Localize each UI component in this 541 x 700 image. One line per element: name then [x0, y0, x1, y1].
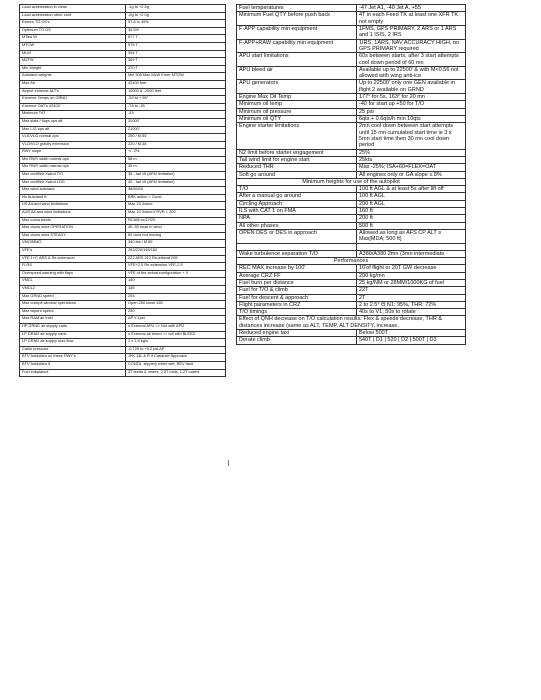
limit-label: Engine Max Oil Temp [237, 94, 357, 101]
limit-label: VMCL [20, 278, 126, 286]
limit-value: 160 ft [357, 208, 466, 215]
limit-label: REC MAX increase by 100' [237, 265, 357, 272]
limit-value: Max 15 Xwind [126, 202, 226, 210]
table-row [237, 193, 466, 200]
limit-label: Fuel burn per distance [237, 279, 357, 286]
limit-label: Airport extreme ALT's [20, 88, 126, 96]
limit-label: T/O [237, 186, 357, 193]
table-row [20, 187, 226, 195]
limit-value: -0.725 to +9.2 psi ΔP [126, 346, 226, 354]
table-row [237, 316, 466, 330]
table-row [237, 94, 466, 101]
limit-value: JFK 13L & R if Canarsie Approach [126, 354, 226, 362]
table-row [237, 149, 466, 156]
table-row [20, 316, 226, 324]
table-row [20, 73, 226, 81]
section-header: Minimum heights for use of the autopilot [237, 178, 466, 185]
limit-label: Reduced THR [237, 164, 357, 171]
table-row [20, 354, 226, 362]
limit-value: 38/30/10 [126, 187, 226, 195]
limit-label: APU bleed air [237, 66, 357, 80]
limit-value: 200 ft [357, 215, 466, 222]
limit-label: Max slats / flaps ops alt [20, 118, 126, 126]
table-row [20, 308, 226, 316]
limit-value: 58 m [126, 156, 226, 164]
limit-label: Engine starter limitations [237, 123, 357, 149]
limit-label: Fuel temperatures [237, 5, 357, 12]
limit-label: Extreme OAT's 43100' [20, 103, 126, 111]
limit-value: -40 for start up +50 for T/O [357, 101, 466, 108]
limit-label: Circling Approach [237, 200, 357, 207]
limit-label: After a manual go around [237, 193, 357, 200]
limit-value: 39.5% [126, 27, 226, 35]
limit-label: Min RWY width narrow ops [20, 164, 126, 172]
limit-label: MZFW [20, 58, 126, 66]
limit-label: Minimum TAT [20, 111, 126, 119]
limitations-table-right [236, 4, 466, 345]
limit-value: 250 [126, 308, 226, 316]
table-row [237, 250, 466, 257]
table-row [237, 337, 466, 344]
table-row [237, 265, 466, 272]
limit-label: OPEN DES or DES in approach [237, 230, 357, 244]
limit-value: 340 kts / M.89 [126, 240, 226, 248]
table-row [237, 39, 466, 53]
limit-label: T/O timings [237, 309, 357, 316]
table-row [237, 294, 466, 301]
limit-value: 4T in each Feed TK at least one XFR TK not empty [357, 12, 466, 26]
limit-label: VFE's [20, 248, 126, 256]
limit-value: 20000' [126, 118, 226, 126]
table-row [237, 171, 466, 178]
limit-value: VFE of the actual configuration + 4 [126, 270, 226, 278]
limit-value: 140 [126, 278, 226, 286]
limit-value: Max 10 Xwind if RVR < 200 [126, 210, 226, 218]
table-row [237, 215, 466, 222]
table-row [20, 96, 226, 104]
table-row [20, 172, 226, 180]
limit-value: CONTA, slippery when wet, REV fault [126, 361, 226, 369]
separator-mark [228, 460, 229, 466]
table-row [20, 80, 226, 88]
limit-label: Cabin pressure [20, 346, 126, 354]
limit-value: 270 T [126, 65, 226, 73]
table-row [237, 330, 466, 337]
table-row [20, 346, 226, 354]
table-row [20, 225, 226, 233]
table-row [20, 240, 226, 248]
limit-value: ≤ External air bleed => not with BLEED [126, 331, 226, 339]
table-row [237, 208, 466, 215]
limit-value: 60s between starts, after 3 start attempts cool down period of 60 mn [357, 53, 466, 67]
limit-value [357, 243, 466, 250]
limit-value: 200 ft AGL [357, 200, 466, 207]
table-row [237, 25, 466, 39]
limit-label: MTOW [20, 42, 126, 50]
limit-label: Minimum oil temp [237, 101, 357, 108]
limit-value: 145 [126, 285, 226, 293]
table-row [237, 279, 466, 286]
limit-value: ≤ External APU => Not with APU [126, 323, 226, 331]
table-row [20, 126, 226, 134]
limit-label: LP GRND air supply carts [20, 331, 126, 339]
limit-label: No Autoland if: [20, 194, 126, 202]
limit-value: A380/A380 2mn (3mn intermediate [357, 250, 466, 257]
table-row [20, 50, 226, 58]
limit-value: -53 [126, 111, 226, 119]
limit-label: VMO/MMO [20, 240, 126, 248]
limit-value: 40 - tail 10 (AFM limitation) [126, 179, 226, 187]
table-row [20, 293, 226, 301]
limit-label: Minimum oil QTY [237, 116, 357, 123]
table-row [20, 42, 226, 50]
limit-label: Max doors wind OPERATION [20, 225, 126, 233]
limit-value: Up to 22500' only one GEN available in flight 2 available on GRND [357, 80, 466, 94]
limit-label: Min RWY width normal ops [20, 156, 126, 164]
limit-value: 100 ft AGL [357, 193, 466, 200]
limit-value: 3T feeds & inners, 2.5T mids, 1.2T outers [126, 369, 226, 377]
limit-label: VMCL2 [20, 285, 126, 293]
table-row [237, 230, 466, 244]
limit-label: All other phases [237, 222, 357, 229]
limit-label [237, 243, 357, 250]
limit-value: 10'of flight or 20T GW decrease [357, 265, 466, 272]
limit-label: Tail wind limit for engine start [237, 156, 357, 163]
limit-value: 25 psi [357, 108, 466, 115]
limit-label: Minimum Fuel QTY before push back [237, 12, 357, 26]
limit-value: Allowed as long as AFS CP ALT ≥ Max[MDA; 500 ft] [357, 230, 466, 244]
table-row [237, 116, 466, 123]
limit-label: Max RAM air inlet [20, 316, 126, 324]
table-row [20, 270, 226, 278]
limit-value: 43100 feet [126, 80, 226, 88]
limit-label: BTV forbidden if [20, 361, 126, 369]
table-row [237, 80, 466, 94]
limit-value: 1IRS, 1ARS, NAV ACCURACY HIGH, no GPS PRIMARY required [357, 39, 466, 53]
limit-value: 25 kg/NM or 28MM/1000KG of fuel [357, 279, 466, 286]
table-row [20, 331, 226, 339]
limit-value: BRK action < Good [126, 194, 226, 202]
limit-value: 2 to 2.5° Θ N1: 95%, THR: 72% [357, 301, 466, 308]
table-row [20, 149, 226, 157]
table-row [20, 285, 226, 293]
table-row [237, 5, 466, 12]
table-row [237, 222, 466, 229]
limit-label: US A/Land wind limitations [20, 202, 126, 210]
limit-label: Optimum TO OS [20, 27, 126, 35]
table-row [20, 12, 226, 20]
limit-value: VFE+2.5 Re-extension VFE-2.5 [126, 263, 226, 271]
limit-label: BTV forbidden on these RWY's [20, 354, 126, 362]
table-row [237, 101, 466, 108]
table-row [20, 255, 226, 263]
limit-value: Min 305 Max MLW Emer MTOW [126, 73, 226, 81]
limit-value: 100 ft AGL & at least 5s after lift off [357, 186, 466, 193]
table-row [20, 65, 226, 73]
limit-value: +/- 2% [126, 149, 226, 157]
table-row [20, 156, 226, 164]
limit-value: 1FMS, GPS PRIMARY, 2 ARS or 1 ARS and 1 ISIS, 2 IRS [357, 25, 466, 39]
limit-label: Fuel for T/O & climb [237, 287, 357, 294]
limit-value: Available up to 22500' & with M<0.56 not allowed with wing anti-ice [357, 66, 466, 80]
table-row [237, 12, 466, 26]
table-row [237, 156, 466, 163]
limit-value: 540T | D1 | 520 | D2 | 500T | D3 [357, 337, 466, 344]
table-row [20, 5, 226, 13]
limit-label: RWY slope [20, 149, 126, 157]
limit-label: LP GRND air supply max flow [20, 339, 126, 347]
table-row [20, 248, 226, 256]
table-row [237, 257, 466, 264]
table-row [237, 287, 466, 294]
limit-value: 6qts + 0.6qts/h min 10qts [357, 116, 466, 123]
table-row [237, 108, 466, 115]
limit-value: 369 T [126, 58, 226, 66]
limit-label: VFE 1+F, ARS & Re-extension [20, 255, 126, 263]
limit-value: All engines only or GA slope ≤ 8% [357, 171, 466, 178]
limit-value: 2mn cool down between start attempts until 15 mn cumulated start time ie 3 x 5mn start time then 30 mn cool down period [357, 123, 466, 149]
limit-value: 2 x 1.6 kg/s [126, 339, 226, 347]
table-row [237, 53, 466, 67]
limit-label: Min Weight [20, 65, 126, 73]
table-row [20, 103, 226, 111]
limit-value: 60 door not moving [126, 232, 226, 240]
table-row [20, 301, 226, 309]
limit-label: Max Alt [20, 80, 126, 88]
limit-value: -1g to +2.5g [126, 5, 226, 13]
table-row [237, 186, 466, 193]
limit-value: 57.8 to 49% [126, 20, 226, 28]
limit-value: 40, 50 nose in wind [126, 225, 226, 233]
limit-label: Max certified Xwind LDG [20, 179, 126, 187]
limit-label: Extexn TO OS's [20, 20, 126, 28]
limit-label: Flight parameters in CRZ [237, 301, 357, 308]
table-row [20, 141, 226, 149]
limit-value: 35 - tail 15 (AFM limitation) [126, 172, 226, 180]
table-row [20, 361, 226, 369]
limitations-table-left [19, 4, 226, 377]
table-row [20, 118, 226, 126]
limit-label: Max wind autoland [20, 187, 126, 195]
limit-label: Max cockpit window operations [20, 301, 126, 309]
table-row [237, 301, 466, 308]
limit-label: APU generators [237, 80, 357, 94]
limit-value: -47 Jet A1, -40 Jet A, +55 [357, 5, 466, 12]
limit-value: ΔP ≤ 1psi [126, 316, 226, 324]
limit-value: Below 500T [357, 330, 466, 337]
table-row [20, 263, 226, 271]
limit-value: 575 T [126, 42, 226, 50]
limit-label: APU start limitations [237, 53, 357, 67]
limit-label: MLW [20, 50, 126, 58]
limit-value: -78 to -35 [126, 103, 226, 111]
limit-label: VLE/VLO normal ops [20, 134, 126, 142]
table-row [20, 58, 226, 66]
limit-label: Max certified Xwind T/O [20, 172, 126, 180]
limit-label: FLRS [20, 263, 126, 271]
limit-value: 2T [357, 294, 466, 301]
limit-label: ILS with CAT 1 on FMA [237, 208, 357, 215]
limit-label: Max L/G ops alt [20, 126, 126, 134]
limit-value: -54 to + 55° [126, 96, 226, 104]
table-row [20, 179, 226, 187]
limit-value: 222 ARS 212 Re-extend 205 [126, 255, 226, 263]
table-row [20, 278, 226, 286]
limit-value: -0g to +2.0g [126, 12, 226, 20]
limit-label: Average CRZ FF [237, 272, 357, 279]
table-row [237, 178, 466, 185]
limit-label: Autoland weights [20, 73, 126, 81]
table-row [20, 369, 226, 377]
limit-value: 21000' [126, 126, 226, 134]
limit-value: 22T [357, 287, 466, 294]
limit-label: N2 limit before starter engagement [237, 149, 357, 156]
table-row [20, 339, 226, 347]
limit-value: Max -25%; ISA+60=FLEX=OAT [357, 164, 466, 171]
table-row [20, 111, 226, 119]
limit-label: NPA [237, 215, 357, 222]
limit-label: Load acceleration other conf [20, 12, 126, 20]
limit-label: Max cocta winds [20, 217, 126, 225]
limit-value: 204 [126, 293, 226, 301]
limit-value: 394 T [126, 50, 226, 58]
table-row [20, 27, 226, 35]
section-header: Effect of QNH decrease on T/O calculation results: Flex & speeds decrease, THR & distances increase (same as ALT, TEMP, ALT DENSITY, increase. [237, 316, 466, 330]
limit-label: HP GRND air supply carts [20, 323, 126, 331]
limit-value: 10000 & -2000 feet [126, 88, 226, 96]
limit-value: 177° for 5s, 163° for 20 mn [357, 94, 466, 101]
limit-value: RCAM xx/27/20 [126, 217, 226, 225]
limit-value: 45 m [126, 164, 226, 172]
limit-label: Extreme Temps on GRND [20, 96, 126, 104]
limit-value: 263/220/196/182 [126, 248, 226, 256]
table-row [237, 66, 466, 80]
limit-value: 25kts [357, 156, 466, 163]
limit-label: Soft go around [237, 171, 357, 178]
table-row [20, 323, 226, 331]
limit-label: Fuel for descent & approach [237, 294, 357, 301]
table-row [20, 134, 226, 142]
limit-label: VLO/VLO gravity extension [20, 141, 126, 149]
section-header: Performances [237, 257, 466, 264]
limit-value: 200 kg/mn [357, 272, 466, 279]
table-row [237, 123, 466, 149]
limit-label: Max GRND speed [20, 293, 126, 301]
limit-label: F-APP+RAW capability min equipment [237, 39, 357, 53]
limit-label: Wake turbulence separation T/O [237, 250, 357, 257]
limit-label: MTaxi W [20, 35, 126, 43]
table-row [237, 272, 466, 279]
table-row [20, 20, 226, 28]
limit-value: 220 / M.48 [126, 141, 226, 149]
table-row [20, 35, 226, 43]
limit-value: 40s to V1; 50s to rotate [357, 309, 466, 316]
table-row [237, 164, 466, 171]
limit-label: Fuel imbalance [20, 369, 126, 377]
limit-value: 577 T [126, 35, 226, 43]
limit-label: Max doors wind STEADY [20, 232, 126, 240]
limit-label: Derate climb [237, 337, 357, 344]
limit-label: AUS A/Land wind limitations [20, 210, 126, 218]
limit-label: Load acceleration in clean [20, 5, 126, 13]
table-row [237, 309, 466, 316]
table-row [20, 88, 226, 96]
limit-value: 25% [357, 149, 466, 156]
limit-label: Max wipers speed [20, 308, 126, 316]
table-row [20, 217, 226, 225]
table-row [20, 202, 226, 210]
limit-value: 500 ft [357, 222, 466, 229]
table-row [237, 200, 466, 207]
limit-label: Overspeed warning with flaps [20, 270, 126, 278]
table-row [20, 210, 226, 218]
table-row [20, 232, 226, 240]
limit-label: F-APP capability min equipment [237, 25, 357, 39]
limit-value: Open 250 close 160 [126, 301, 226, 309]
table-row [20, 164, 226, 172]
table-row [20, 194, 226, 202]
limit-label: Reduced engine taxi [237, 330, 357, 337]
table-row [237, 243, 466, 250]
limit-label: Minimum oil pressure [237, 108, 357, 115]
limit-value: 250 / M.55 [126, 134, 226, 142]
